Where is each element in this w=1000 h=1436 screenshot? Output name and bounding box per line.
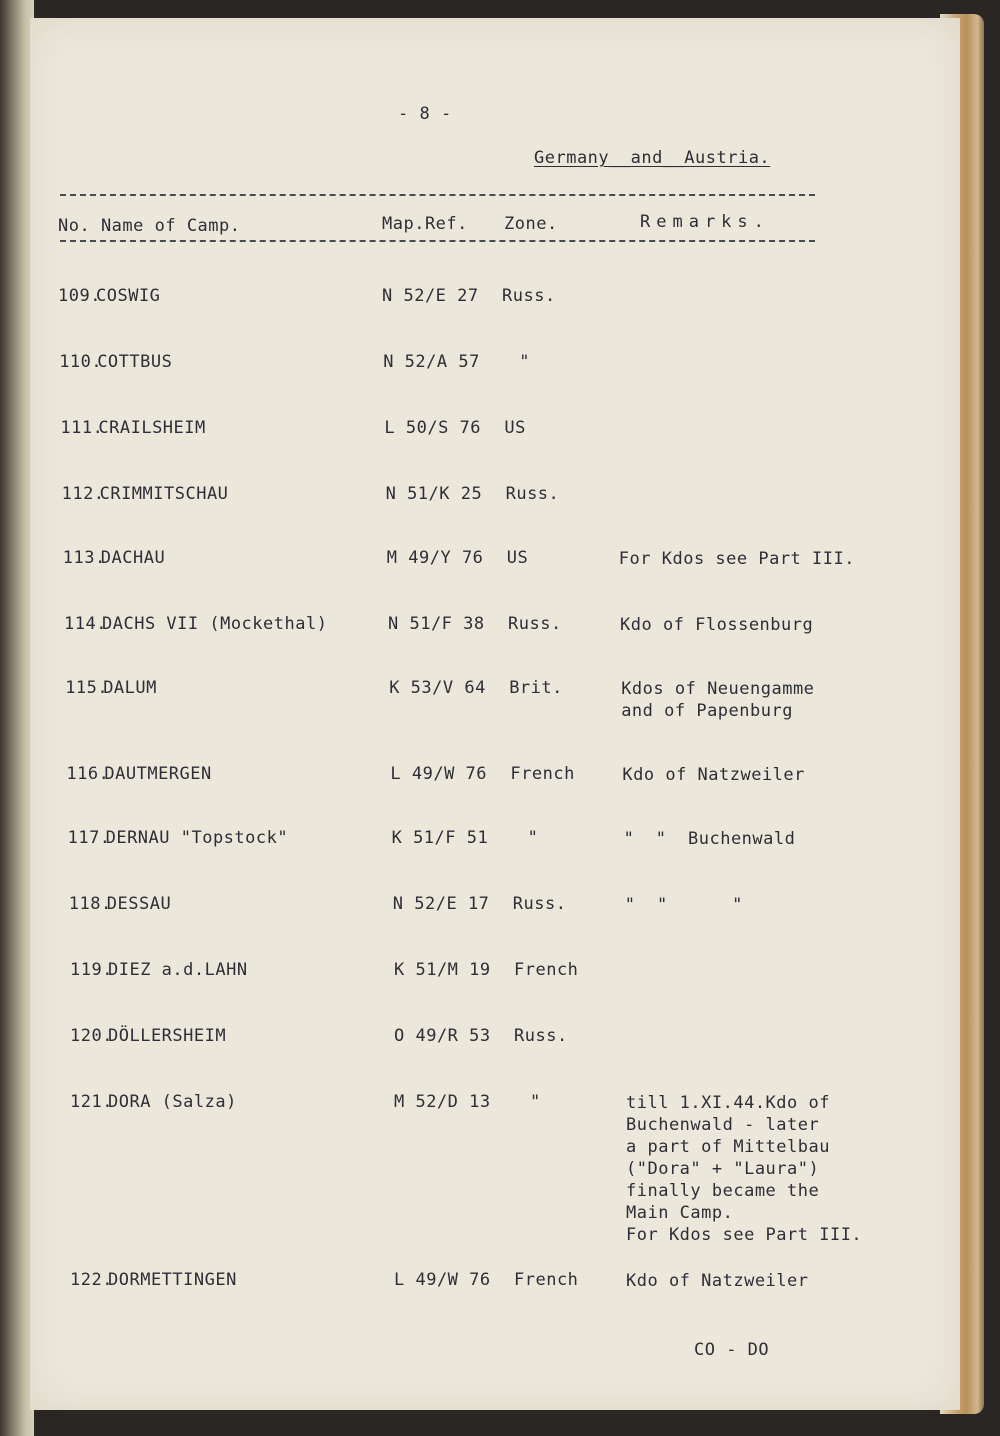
- camp-no: 111.: [60, 418, 104, 438]
- camp-zone: Brit.: [509, 678, 563, 698]
- camp-map-ref: N 51/F 38: [388, 614, 485, 634]
- camp-zone: Russ.: [505, 484, 560, 504]
- camp-map-ref: L 49/W 76: [394, 1270, 491, 1290]
- camp-zone: ": [530, 1092, 541, 1112]
- camp-name: DIEZ a.d.LAHN: [108, 960, 248, 980]
- camp-map-ref: K 51/F 51: [391, 828, 489, 848]
- camp-map-ref: N 52/E 27: [382, 286, 479, 306]
- camp-map-ref: O 49/R 53: [394, 1026, 491, 1046]
- camp-name: DORA (Salza): [108, 1092, 237, 1112]
- camp-remarks: Kdo of Flossenburg: [620, 615, 814, 635]
- camp-map-ref: N 52/A 57: [383, 352, 480, 372]
- camp-remarks: Kdos of Neuengamme and of Papenburg: [621, 679, 815, 721]
- header-rule-top: [60, 194, 815, 196]
- header-no-name: No. Name of Camp.: [58, 216, 241, 236]
- page-number: - 8 -: [398, 104, 452, 124]
- document-page: [30, 18, 960, 1410]
- camp-no: 115.: [65, 678, 109, 698]
- camp-name: DÖLLERSHEIM: [108, 1026, 227, 1046]
- camp-remarks: For Kdos see Part III.: [618, 549, 855, 569]
- camp-remarks: " " Buchenwald: [623, 829, 796, 849]
- camp-zone: Russ.: [514, 1026, 568, 1046]
- camp-no: 122.: [70, 1270, 113, 1290]
- camp-map-ref: N 51/K 25: [385, 484, 483, 504]
- camp-no: 119.: [70, 960, 113, 980]
- camp-name: COSWIG: [96, 286, 161, 306]
- header-zone: Zone.: [504, 214, 558, 234]
- camp-zone: Russ.: [502, 286, 556, 306]
- section-title: Germany__and__Austria.: [534, 148, 771, 168]
- camp-no: 110.: [59, 352, 103, 372]
- camp-no: 113.: [62, 548, 106, 568]
- camp-remarks: Kdo of Natzweiler: [626, 1271, 809, 1291]
- camp-zone: US: [506, 548, 529, 568]
- camp-no: 120.: [70, 1026, 113, 1046]
- camp-zone: US: [504, 418, 526, 438]
- camp-no: 109.: [58, 286, 101, 306]
- camp-no: 121.: [70, 1092, 113, 1112]
- camp-map-ref: L 50/S 76: [384, 418, 482, 438]
- camp-name: DACHAU: [100, 548, 166, 568]
- camp-remarks: Kdo of Natzweiler: [622, 765, 805, 785]
- camp-name: DAUTMERGEN: [104, 764, 212, 784]
- camp-map-ref: K 53/V 64: [389, 678, 486, 698]
- camp-name: DALUM: [103, 678, 157, 698]
- camp-name: CRIMMITSCHAU: [99, 484, 229, 504]
- camp-zone: French: [514, 960, 579, 980]
- camp-no: 117.: [67, 828, 111, 848]
- page-footer: CO - DO: [694, 1340, 770, 1360]
- header-map-ref: Map.Ref.: [382, 214, 468, 234]
- header-rule-bottom: [60, 240, 815, 242]
- camp-remarks: till 1.XI.44.Kdo of Buchenwald - later a part of Mittelbau ("Dora" + "Laura") finally became the Main Camp. For Kdos see Part III.: [626, 1093, 863, 1245]
- camp-no: 114.: [64, 614, 107, 634]
- camp-name: DACHS VII (Mockethal): [102, 614, 328, 634]
- camp-name: DORMETTINGEN: [108, 1270, 237, 1290]
- binding-spine: [0, 0, 34, 1436]
- header-remarks: Remarks.: [640, 212, 770, 232]
- camp-name: CRAILSHEIM: [98, 418, 206, 438]
- camp-map-ref: N 52/E 17: [392, 894, 490, 914]
- camp-name: COTTBUS: [97, 352, 173, 372]
- camp-map-ref: K 51/M 19: [394, 960, 491, 980]
- camp-name: DERNAU "Topstock": [105, 828, 289, 848]
- camp-no: 112.: [61, 484, 105, 504]
- camp-zone: ": [527, 828, 539, 848]
- camp-no: 116.: [66, 764, 110, 784]
- camp-name: DESSAU: [106, 894, 172, 914]
- camp-zone: ": [519, 352, 530, 372]
- camp-map-ref: M 49/Y 76: [386, 548, 484, 568]
- camp-map-ref: L 49/W 76: [390, 764, 488, 784]
- camp-zone: Russ.: [508, 614, 562, 634]
- camp-remarks: " " ": [624, 895, 743, 915]
- camp-map-ref: M 52/D 13: [394, 1092, 491, 1112]
- camp-no: 118.: [68, 894, 112, 914]
- camp-zone: French: [510, 764, 575, 784]
- camp-zone: Russ.: [512, 894, 567, 914]
- camp-zone: French: [514, 1270, 579, 1290]
